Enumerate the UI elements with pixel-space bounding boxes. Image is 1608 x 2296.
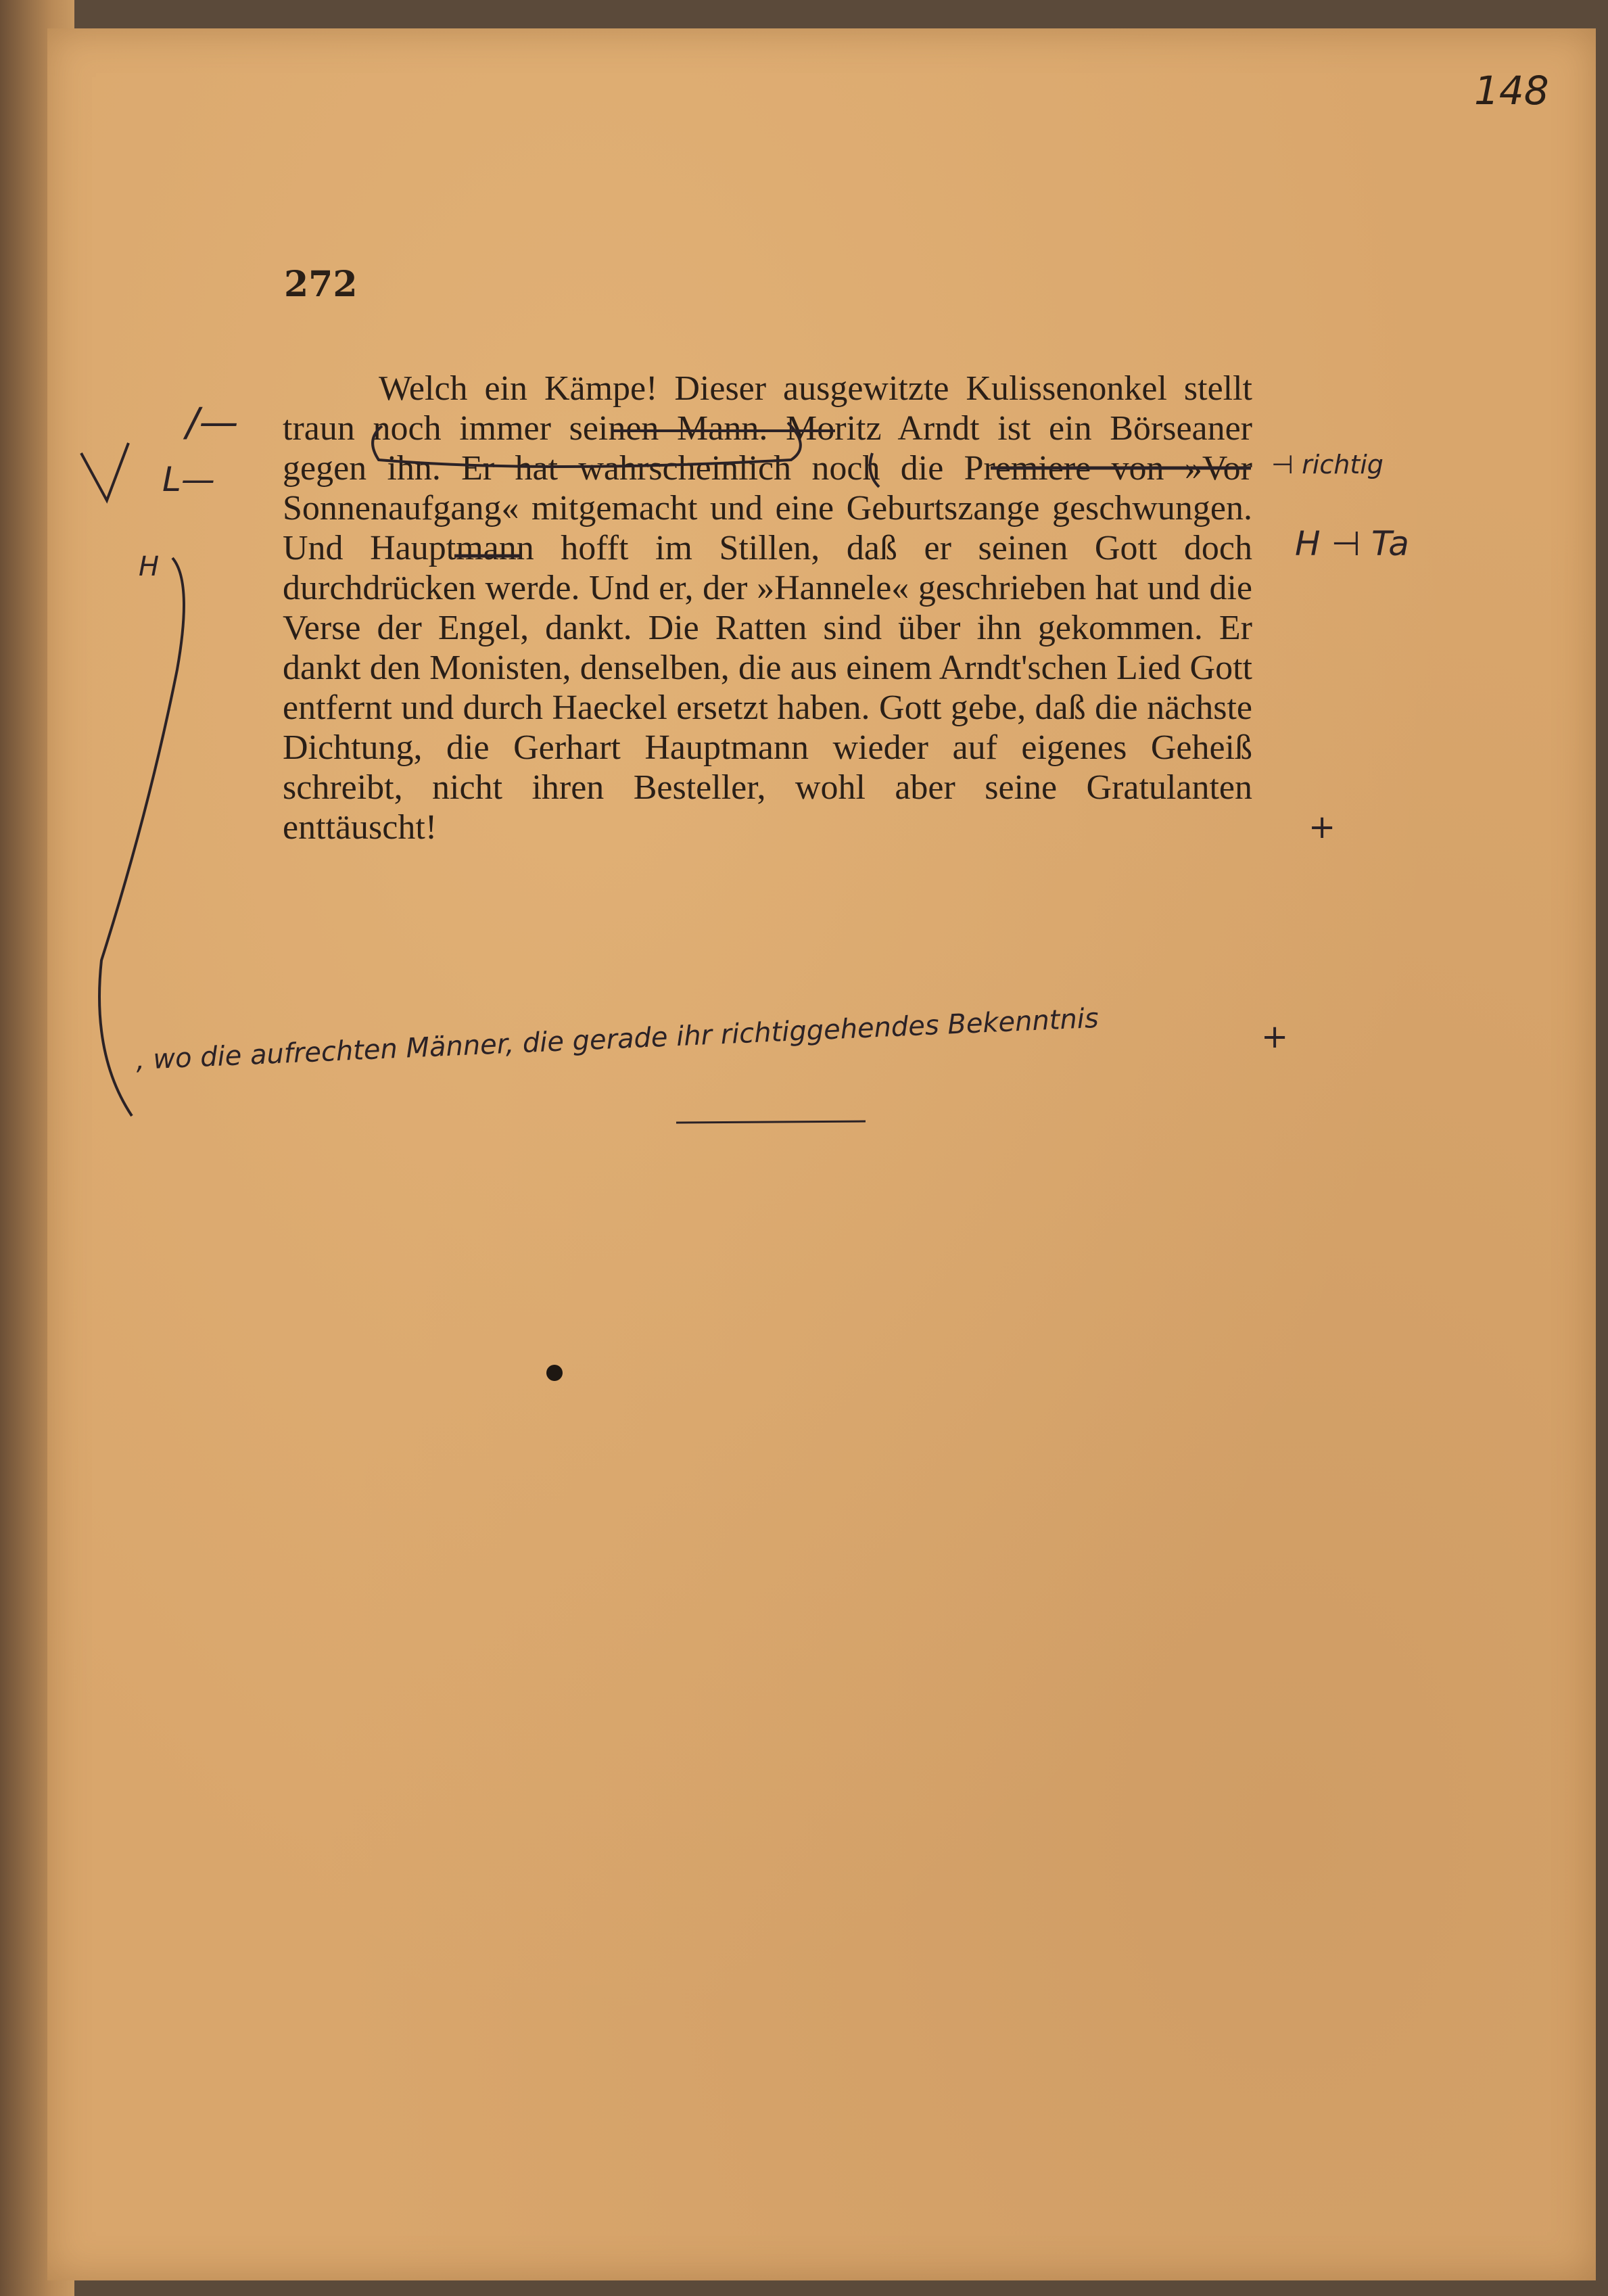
margin-note-right-1: ⊣ richtig [1271, 450, 1384, 479]
margin-mark-right-4: + [1261, 1018, 1289, 1056]
left-margin-bracket [99, 558, 184, 1116]
insertion-loop [373, 423, 801, 467]
note-underline [676, 1121, 866, 1123]
margin-note-right-2: H ⊣ Ta [1295, 524, 1409, 563]
folio-number: 148 [1474, 68, 1549, 114]
margin-mark-left-3: H [139, 551, 160, 582]
page-number: 272 [284, 264, 358, 305]
margin-mark-left-1: /— [186, 399, 239, 445]
insertion-caret [870, 453, 879, 487]
margin-mark-left-2: L— [162, 460, 215, 499]
margin-mark-right-3: + [1308, 808, 1336, 846]
body-paragraph: Welch ein Kämpe! Dieser ausgewitzte Kulissenonkel stellt traun noch immer seinen Mann. Moritz Arndt ist ein Börseaner gegen ihn. Er hat wahrscheinlich noch die Premiere von »Vor Sonnenaufgang« mitgemacht und eine Geburtszange geschwungen. Und Hauptmann hofft im Stillen, daß er seinen Gott doch durchdrücken werde. Und er, der »Hannele« geschrieben hat und die Verse der Engel, dankt. Die Ratten sind über ihn gekommen. Er dankt den Monisten, denselben, die aus einem Arndt'schen Lied Gott entfernt und durch Haeckel ersetzt haben. Gott gebe, daß die nächste Dichtung, die Gerhart Hauptmann wieder auf eigenes Geheiß schreibt, nicht ihren Besteller, wohl aber seine Gratulanten enttäuscht! [283, 369, 1252, 847]
handwritten-bottom-note: , wo die aufrechten Männer, die gerade ihr richtiggehendes Bekenntnis [135, 1002, 1099, 1076]
ink-dot [546, 1365, 563, 1381]
margin-v-mark [81, 443, 128, 500]
